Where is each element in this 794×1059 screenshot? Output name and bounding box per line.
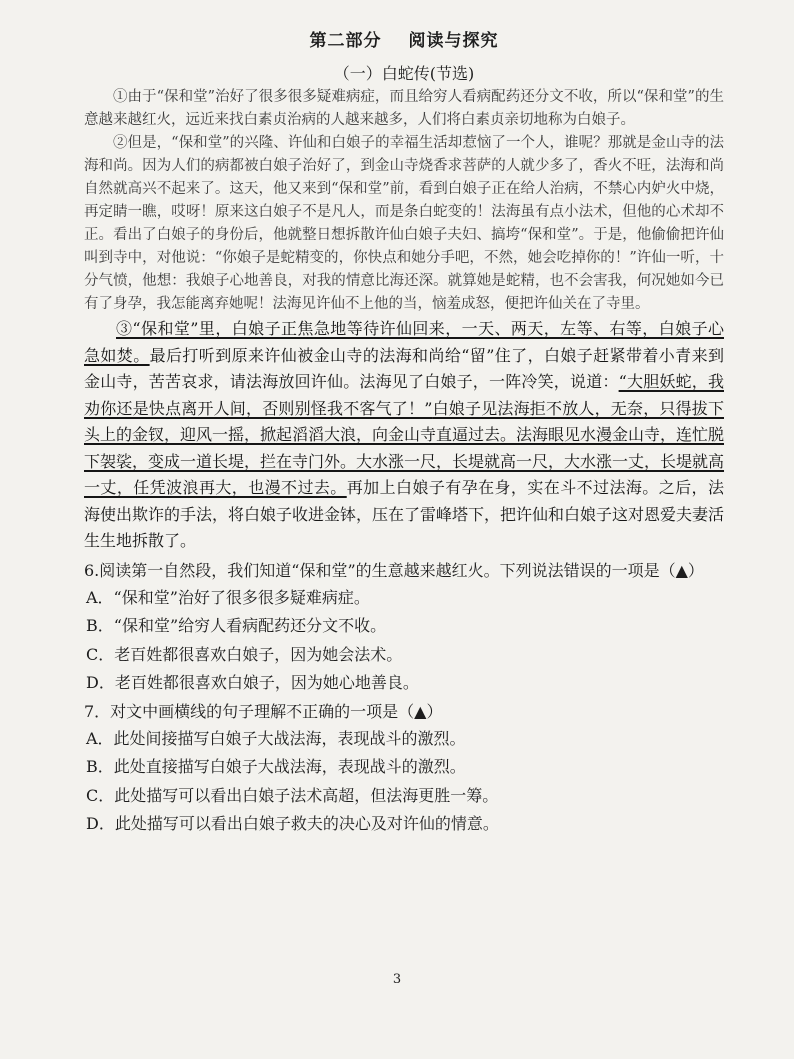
questions xyxy=(84,557,724,839)
paragraph-3-text-1: 最后打听到原来许仙被金山寺的法海和尚给“留”住了，白娘子赶紧带着小青来到金山寺，苦苦哀求，请法海放回许仙。法海见了白娘子，一阵冷笑，说道： xyxy=(84,345,724,391)
section-title xyxy=(84,26,724,51)
section-part: 第二部分 xyxy=(309,31,382,51)
passage-title: （一）白蛇传(节选) xyxy=(333,64,475,83)
question-7-stem: 7．对文中画横线的句子理解不正确的一项是（▲） xyxy=(84,701,443,721)
paragraph-2: ②但是，“保和堂”的兴隆、许仙和白娘子的幸福生活却惹恼了一个人，谁呢？那就是金山寺的法海和尚。因为人们的病都被白娘子治好了，到金山寺烧香求菩萨的人就少多了，香火不旺，法海和尚自然就高兴不起来了。这天，他又来到“保和堂”前，看到白娘子正在给人治病，不禁心内妒火中烧，再定睛一瞧，哎呀！原来这白娘子不是凡人，而是条白蛇变的！法海虽有点小法术，但他的心术却不正。看出了白娘子的身份后，他就整日想拆散许仙白娘子夫妇、搞垮“保和堂”。于是，他偷偷把许仙叫到寺中，对他说：“你娘子是蛇精变的，你快点和她分手吧，不然，她会吃掉你的！”许仙一听，十分气愤，他想：我娘子心地善良，对我的情意比海还深。就算她是蛇精，也不会害我，何况她如今已有了身孕，我怎能离弃她呢！法海见许仙不上他的当，恼羞成怒，便把许仙关在了寺里。 xyxy=(84,135,724,312)
question-7-option-b: B．此处直接描写白娘子大战法海，表现战斗的激烈。 xyxy=(86,757,466,776)
question-6-option-c: C．老百姓都很喜欢白娘子，因为她会法术。 xyxy=(86,644,403,664)
question-7-option-a: A．此处间接描写白娘子大战法海，表现战斗的激烈。 xyxy=(86,728,466,748)
underlined-sentence-2: “大胆妖蛇，我劝你还是快点离开人间，否则别怪我不客气了！” xyxy=(84,372,724,418)
page-number: 3 xyxy=(392,972,402,987)
section-name: 阅读与探究 xyxy=(408,31,499,51)
underlined-sentence-3: 白娘子见法海拒不放人，无奈，只得拔下头上的金钗，迎风一摇，掀起滔滔大浪，向金山寺直逼过去。法海眼见水漫金山寺，连忙脱下袈裟，变成一道长堤，拦在寺门外。大水涨一尺，长堤就高一尺，大水涨一丈，长堤就高一丈，任凭波浪再大，也漫不过去。 xyxy=(84,398,725,497)
question-6-option-b: B．“保和堂”给穷人看病配药还分文不收。 xyxy=(86,616,387,635)
question-6-option-d: D．老百姓都很喜欢白娘子，因为她心地善良。 xyxy=(86,673,419,692)
question-6-option-a: A．“保和堂”治好了很多很多疑难病症。 xyxy=(86,587,370,607)
question-6 xyxy=(84,557,724,698)
underlined-sentence-1: ③“保和堂”里，白娘子正焦急地等待许仙回来，一天、两天，左等、右等，白娘子心急如焚。 xyxy=(84,319,724,365)
paragraph-3-text-2: 再加上白娘子有孕在身，实在斗不过法海。之后，法海使出欺诈的手法，将白娘子收进金钵，压在了雷峰塔下，把许仙和白娘子这对恩爱夫妻活生生地拆散了。 xyxy=(84,478,725,550)
question-7-option-d: D．此处描写可以看出白娘子救夫的决心及对许仙的情意。 xyxy=(86,814,499,833)
paragraph-3 xyxy=(84,316,724,555)
paragraph-1: ①由于“保和堂”治好了很多很多疑难病症，而且给穷人看病配药还分文不收，所以“保和堂”的生意越来越红火，远近来找白素贞治病的人越来越多，人们将白素贞亲切地称为白娘子。 xyxy=(84,89,724,128)
question-6-stem: 6.阅读第一自然段，我们知道“保和堂”的生意越来越红火。下列说法错误的一项是（▲） xyxy=(84,560,704,580)
question-7-option-c: C．此处描写可以看出白娘子法术高超，但法海更胜一筹。 xyxy=(86,785,499,805)
question-7 xyxy=(84,698,724,839)
